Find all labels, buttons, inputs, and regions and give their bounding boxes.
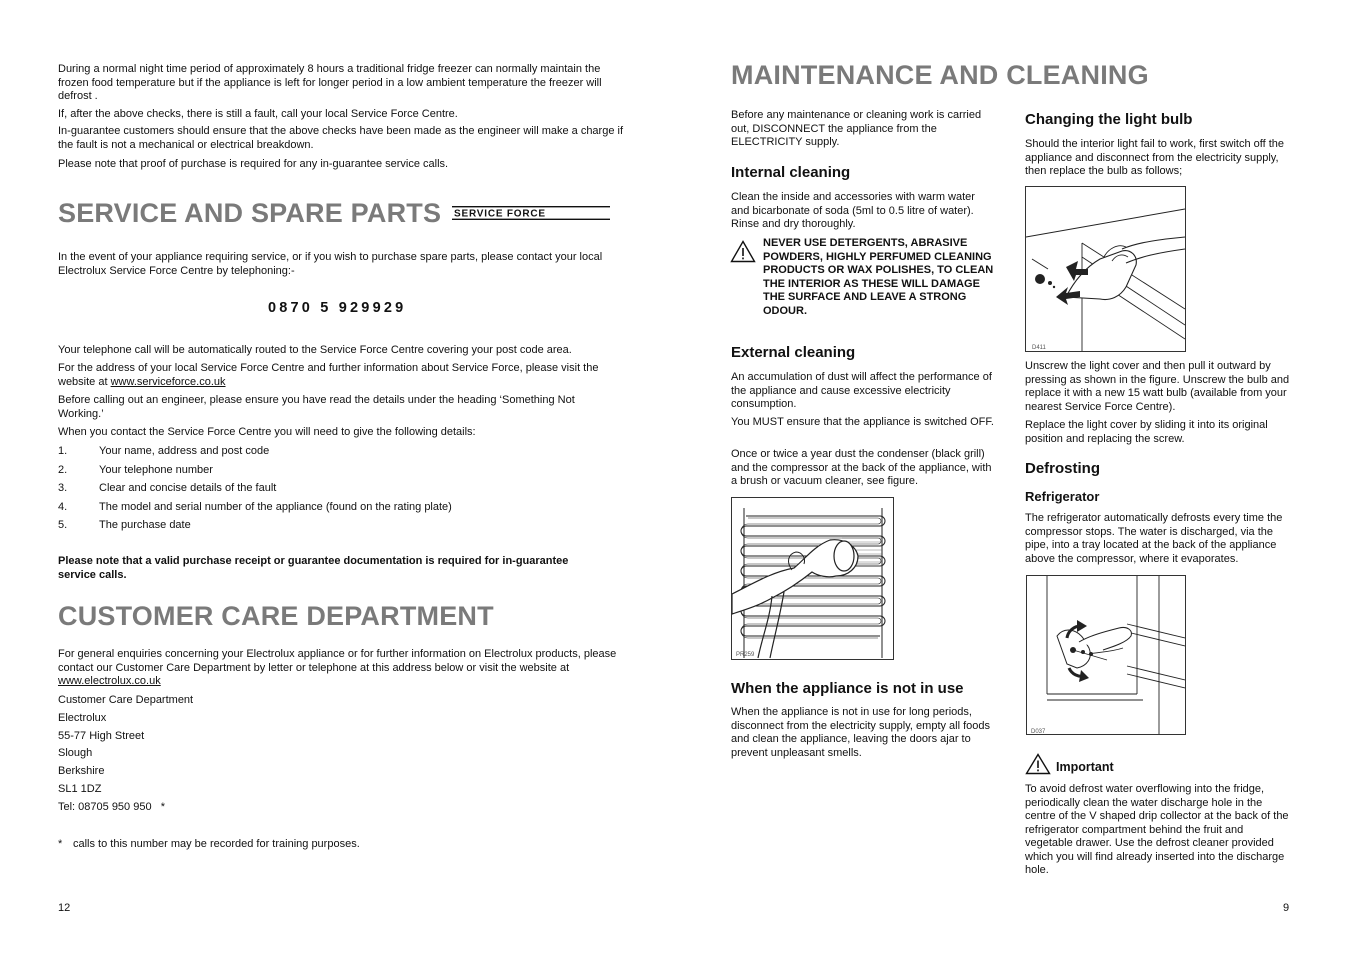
light-bulb-figure-label: D411 xyxy=(1032,345,1046,351)
list-item-text: The model and serial number of the appliance (found on the rating plate) xyxy=(99,500,452,513)
internal-cleaning-text: Clean the inside and accessories with warm water and bicarbonate of soda (5ml to 0.5 litre of water). Rinse and dry thoroughly. xyxy=(731,191,975,230)
internal-cleaning-heading: Internal cleaning xyxy=(731,164,851,181)
external-cleaning-heading: External cleaning xyxy=(731,344,856,361)
service-force-logo-text: SERVICE FORCE xyxy=(454,208,546,220)
defrosting-heading: Defrosting xyxy=(1025,460,1100,477)
list-item-number: 4. xyxy=(58,500,68,513)
defrost-drain-figure-label: D037 xyxy=(1031,729,1046,735)
important-warning-icon xyxy=(1025,753,1051,780)
defrost-drain-figure xyxy=(1026,575,1186,735)
list-item xyxy=(58,464,628,483)
details-list xyxy=(58,445,628,538)
address-line: Electrolux xyxy=(58,711,107,724)
details-intro: When you contact the Service Force Centre you will need to give the following details: xyxy=(58,426,476,438)
important-heading: Important xyxy=(1056,760,1114,774)
external-cleaning-text-1: An accumulation of dust will affect the performance of the appliance and cause excessive electricity consumption. xyxy=(731,371,992,410)
address-line: Slough xyxy=(58,747,93,760)
customer-care-title: CUSTOMER CARE DEPARTMENT xyxy=(58,601,494,631)
list-item-number: 5. xyxy=(58,519,68,531)
list-item-number: 1. xyxy=(58,445,68,457)
maintenance-title: MAINTENANCE AND CLEANING xyxy=(731,60,1149,90)
address-line: 55-77 High Street xyxy=(58,729,145,742)
page-number-right: 9 xyxy=(1283,902,1290,914)
refrigerator-text: The refrigerator automatically defrosts every time the compressor stops. The water is discharged, via the pipe, into a tray located at the back of the appliance above the compressor, where it evaporates. xyxy=(1025,512,1283,565)
intro-paragraph-4: Please note that proof of purchase is required for any in-guarantee service calls. xyxy=(58,158,449,170)
address-info-label: For the address of your local Service Force Centre and further information about Service Force, please visit the website at xyxy=(58,362,599,388)
list-item xyxy=(58,445,628,464)
condenser-figure-label: PR259 xyxy=(736,652,755,658)
refrigerator-heading: Refrigerator xyxy=(1025,489,1100,504)
intro-paragraph-1: During a normal night time period of approximately 8 hours a traditional fridge freezer can normally maintain the frozen food temperature but if the appliance is left for longer period in a low ambient temperature the freezer will defrost . xyxy=(58,63,602,102)
list-item-text: Clear and concise details of the fault xyxy=(99,482,277,494)
page-number-left: 12 xyxy=(58,902,71,914)
list-item-number: 2. xyxy=(58,463,68,476)
defrost-drain-illustration xyxy=(1027,576,1185,734)
light-bulb-figure xyxy=(1025,186,1186,352)
routing-text: Your telephone call will be automatically routed to the Service Force Centre covering your post code area. xyxy=(58,344,572,356)
footnote-text: calls to this number may be recorded for training purposes. xyxy=(73,838,360,850)
light-bulb-text: Should the interior light fail to work, first switch off the appliance and disconnect from the electricity supply, then replace the bulb as follows; xyxy=(1025,138,1285,177)
footnote xyxy=(58,838,458,852)
address-line: SL1 1DZ xyxy=(58,782,102,795)
light-bulb-step-1: Unscrew the light cover and then pull it outward by pressing as shown in the figure. Unscrew the bulb and replace it with a new 15 watt bulb (available from your nearest Service Force Centre). xyxy=(1025,360,1290,413)
light-bulb-step-2: Replace the light cover by sliding it into its original position and replacing the screw. xyxy=(1025,419,1268,445)
light-bulb-heading: Changing the light bulb xyxy=(1025,111,1193,128)
list-item-text: The purchase date xyxy=(99,519,191,531)
address-line: Customer Care Department xyxy=(58,694,194,706)
electrolux-link[interactable]: www.electrolux.co.uk xyxy=(58,675,161,687)
intro-paragraph-3: In-guarantee customers should ensure that the above checks have been made as the engineer will make a charge if the fault is not a mechanical or electrical breakdown. xyxy=(58,125,624,151)
condenser-figure xyxy=(731,497,894,660)
footnote-mark: * xyxy=(58,838,63,850)
not-in-use-heading: When the appliance is not in use xyxy=(731,680,964,697)
service-intro: In the event of your appliance requiring service, or if you wish to purchase spare parts, please contact your local Electrolux Service Force Centre by telephoning:- xyxy=(58,251,603,277)
list-item xyxy=(58,501,628,520)
care-intro xyxy=(58,648,618,689)
list-item-text: Your name, address and post code xyxy=(99,445,270,457)
light-bulb-illustration xyxy=(1026,187,1185,351)
intro-paragraph-2: If, after the above checks, there is still a fault, call your local Service Force Centre. xyxy=(58,108,458,120)
service-phone-number: 0870 5 929929 xyxy=(268,300,407,316)
important-text: To avoid defrost water overflowing into the fridge, periodically clean the water discharge hole in the centre of the V shaped drip collector at the back of the refrigerator compartment behind the fruit and vegetable drawer. Use the defrost cleaner provided which you will find already inserted into the discharge hole. xyxy=(1025,783,1289,876)
disconnect-text: Before any maintenance or cleaning work is carried out, DISCONNECT the appliance from the ELECTRICITY supply. xyxy=(731,109,982,148)
list-item-text: Your telephone number xyxy=(99,463,213,476)
receipt-note: Please note that a valid purchase receipt or guarantee documentation is required for in-guarantee service calls. xyxy=(58,555,569,581)
warning-text: NEVER USE DETERGENTS, ABRASIVE POWDERS, HIGHLY PERFUMED CLEANING PRODUCTS OR WAX POLISHES, TO CLEAN THE INTERIOR AS THESE WILL DAMAGE THE SURFACE AND LEAVE A STRONG ODOUR. xyxy=(763,237,994,317)
not-in-use-text: When the appliance is not in use for long periods, disconnect from the electricity supply, empty all foods and clean the appliance, leaving the doors ajar to prevent unpleasant smells. xyxy=(731,706,991,759)
external-cleaning-text-2: You MUST ensure that the appliance is switched OFF. xyxy=(731,416,994,428)
list-item xyxy=(58,519,628,538)
address-telephone: Tel: 08705 950 950 * xyxy=(58,800,166,813)
service-force-logo xyxy=(452,206,610,220)
address-info-text xyxy=(58,362,628,389)
warning-icon xyxy=(730,240,756,268)
external-cleaning-text-3: Once or twice a year dust the condenser (black grill) and the compressor at the back of the appliance, with a brush or vacuum cleaner, see figure. xyxy=(731,448,992,487)
care-address xyxy=(58,694,358,819)
list-item-number: 3. xyxy=(58,482,68,494)
before-calling-text: Before calling out an engineer, please ensure you have read the details under the heading ‘Something Not Working.’ xyxy=(58,394,575,420)
address-line: Berkshire xyxy=(58,765,105,778)
condenser-illustration xyxy=(732,498,893,659)
serviceforce-link[interactable]: www.serviceforce.co.uk xyxy=(110,375,226,388)
service-title: SERVICE AND SPARE PARTS xyxy=(58,198,442,228)
care-intro-text: For general enquiries concerning your Electrolux appliance or for further information on Electrolux products, please contact our Customer Care Department by letter or telephone at this address below or visit the website at xyxy=(58,648,617,674)
list-item xyxy=(58,482,628,501)
